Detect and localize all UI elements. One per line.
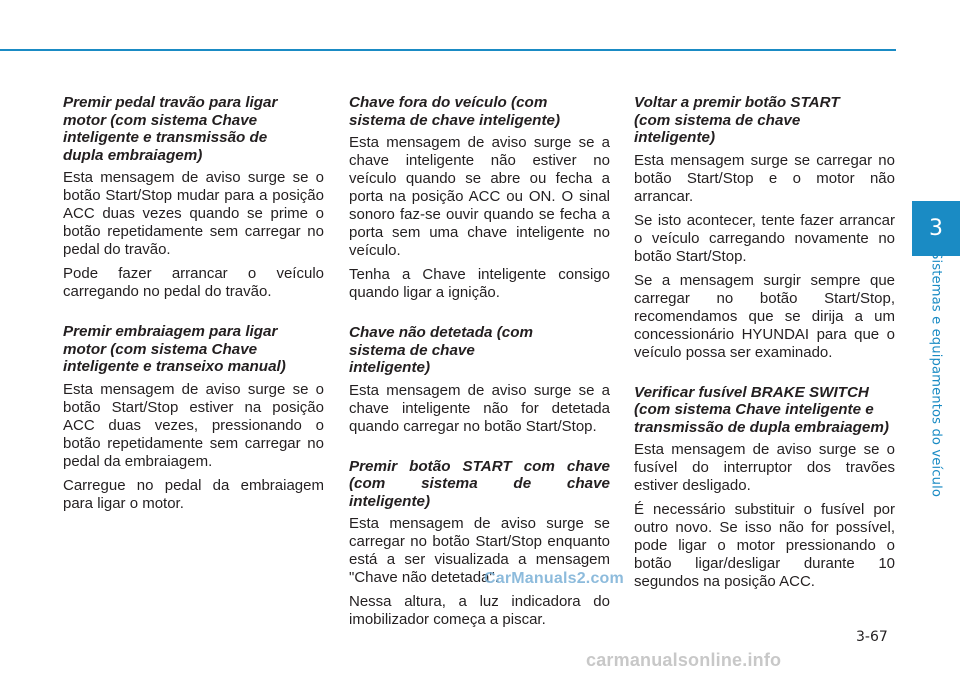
paragraph: Carregue no pedal da embraiagem para ligar o motor. — [63, 476, 324, 512]
paragraph: Esta mensagem de aviso surge se a chave inteligente não for detetada quando carregar no botão Start/Stop. — [349, 381, 610, 435]
paragraph: Tenha a Chave inteligente consigo quando ligar a ignição. — [349, 266, 610, 301]
paragraph: É necessário substituir o fusível por outro novo. Se isso não for possível, pode ligar o motor pressionando o botão ligar/desligar durante 10 segundos na posição ACC. — [634, 501, 895, 590]
section-heading: Verificar fusível BRAKE SWITCH (com sistema Chave inteligente e transmissão de dupla embraiagem) — [634, 383, 889, 436]
column-2 — [349, 94, 610, 651]
section-press-start-with-key — [349, 458, 610, 630]
paragraph: Esta mensagem de aviso surge se carregar no botão Start/Stop enquanto está a ser visualizada a mensagem "Chave não detetada". — [349, 515, 610, 586]
paragraph: Se a mensagem surgir sempre que carregar no botão Start/Stop, recomendamos que se dirija a um concessionário HYUNDAI para que o veículo possa ser examinado. — [634, 271, 895, 361]
section-heading-last-line: inteligente) — [349, 492, 431, 510]
section-heading: Chave não detetada (com sistema de chave inteligente) — [349, 324, 533, 376]
paragraph: Esta mensagem de aviso surge se o fusível do interruptor dos travões estiver desligado. — [634, 441, 895, 494]
paragraph: Esta mensagem de aviso surge se a chave inteligente não estiver no veículo quando se abre ou fecha a porta na posição ACC ou ON. O sinal sonoro faz-se ouvir quando se fecha a porta sem uma chave inteligente no veículo. — [349, 134, 610, 259]
watermark-carmanualsonline: carmanualsonline.info — [586, 650, 782, 670]
section-heading: Voltar a premir botão START (com sistema de chave inteligente) — [634, 94, 840, 146]
section-heading — [349, 458, 610, 511]
page-number: 3-67 — [856, 629, 888, 645]
section-brake-pedal — [63, 94, 324, 301]
paragraph: Se isto acontecer, tente fazer arrancar o veículo carregando novamente no botão Start/Stop. — [634, 211, 895, 265]
paragraph: Esta mensagem de aviso surge se o botão Start/Stop mudar para a posição ACC duas vezes quando se prime o botão repetidamente sem carregar no pedal do travão. — [63, 169, 324, 258]
section-heading: Premir embraiagem para ligar motor (com sistema Chave inteligente e transeixo manual) — [63, 323, 286, 375]
column-1 — [63, 94, 324, 535]
chapter-number-tab: 3 — [912, 201, 960, 256]
section-key-not-detected — [349, 324, 610, 436]
section-key-outside — [349, 94, 610, 302]
chapter-title: Sistemas e equipamentos do veículo — [928, 250, 944, 498]
column-3 — [634, 94, 895, 613]
section-heading: Chave fora do veículo (com sistema de chave inteligente) — [349, 94, 561, 129]
paragraph: Pode fazer arrancar o veículo carregando no pedal do travão. — [63, 265, 324, 300]
section-clutch-pedal — [63, 323, 324, 513]
paragraph: Esta mensagem surge se carregar no botão Start/Stop e o motor não arrancar. — [634, 151, 895, 205]
section-brake-switch-fuse — [634, 384, 895, 592]
paragraph: Esta mensagem de aviso surge se o botão Start/Stop estiver na posição ACC duas vezes, pressionando o botão repetidamente sem carregar no pedal da embraiagem. — [63, 380, 324, 470]
section-heading: Premir pedal travão para ligar motor (com sistema Chave inteligente e transmissão de dupla embraiagem) — [63, 94, 278, 164]
watermark-carmanuals2: CarManuals2.com — [484, 570, 624, 587]
section-heading-main: Premir botão START com chave (com sistema de chave — [349, 457, 610, 492]
header-rule — [0, 49, 896, 51]
paragraph: Nessa altura, a luz indicadora do imobilizador começa a piscar. — [349, 593, 610, 628]
section-press-start-again — [634, 94, 895, 362]
